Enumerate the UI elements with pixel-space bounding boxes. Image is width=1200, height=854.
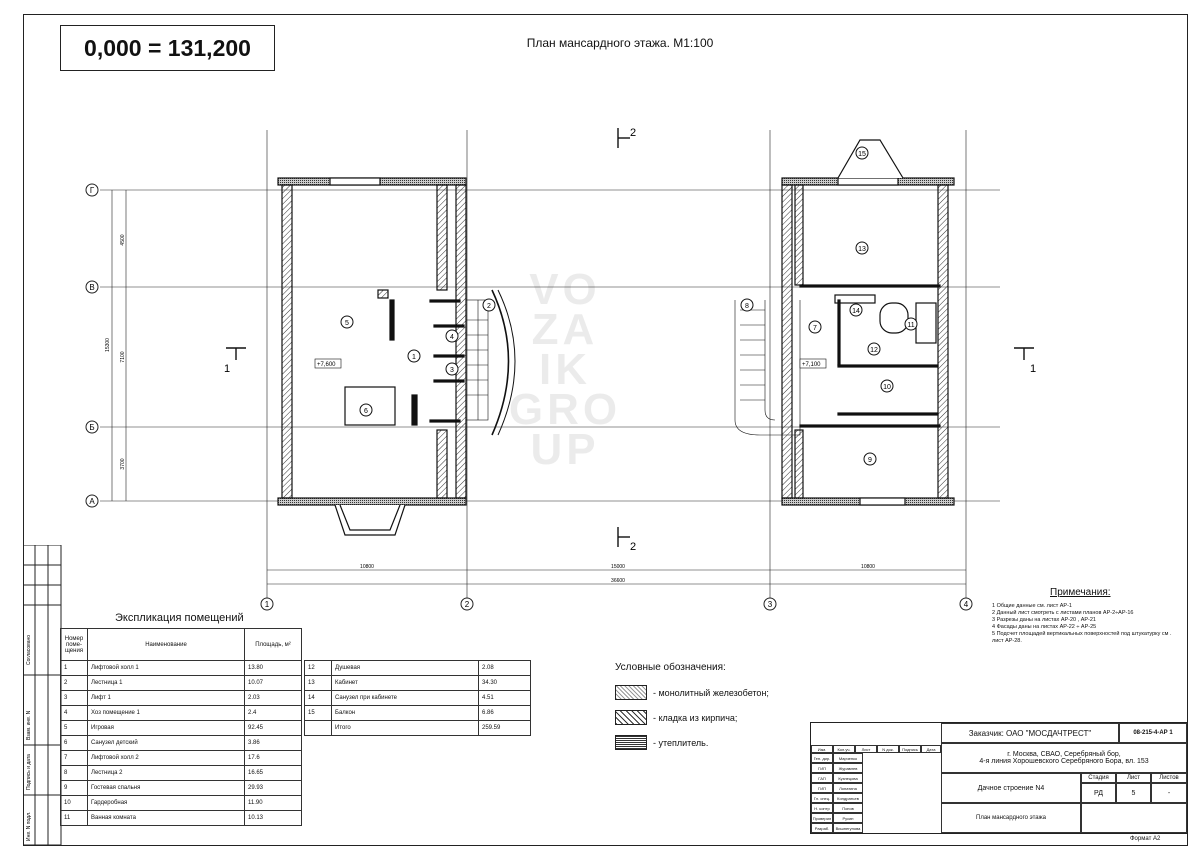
table-row: 12 Душевая 2.08 [305, 661, 531, 676]
stamp-stage-label: Стадия [1081, 773, 1116, 783]
dim-row-1: 4500 [120, 234, 126, 246]
notes-list: 1 Общие данные см. лист АР-1 2 Данный лист смотреть с листами планов АР-2÷АР-16 3 Разрезы даны на листах АР-20 , АР-21 4 Фасады даны на листах АР-22 ÷ АР-25 5 Подсчет площадей вертикальных поверхностей под штукатурку см . лист АР-28. [992, 603, 1172, 644]
table-row: 5 Игровая 92.45 [61, 721, 302, 736]
level-mark-right: +7,100 [802, 362, 821, 368]
room-marks [341, 147, 917, 465]
row-axis-markers [86, 184, 98, 507]
notes-title: Примечания: [1050, 587, 1111, 598]
zero-elevation-box: 0,000 = 131,200 [60, 25, 275, 71]
room-mark-9: 9 [868, 457, 872, 464]
table-row: 10 Гардеробная 11.90 [61, 796, 302, 811]
left-stair [466, 290, 515, 435]
stamp-object: Дачное строение N4 [941, 773, 1081, 803]
header-area: Площадь, м² [245, 629, 302, 661]
table-row: 13 Кабинет 34.30 [305, 676, 531, 691]
section-1-right: 1 [1030, 363, 1037, 375]
section-2-bottom: 2 [630, 541, 637, 553]
grid-lines-rows [100, 190, 1000, 501]
strip-label-replace-inv: Взам. инв. N [26, 710, 32, 740]
room-mark-1: 1 [412, 354, 416, 361]
axis-col-1: 1 [264, 600, 270, 609]
table-row: 11 Ванная комната 10.13 [61, 811, 302, 826]
room-mark-5: 5 [345, 320, 349, 327]
axis-row-g: Г [89, 186, 95, 195]
legend-item-brick: - кладка из кирпича; [615, 710, 737, 725]
stamp-sheets: - [1151, 783, 1187, 803]
table-row: 14 Санузел при кабинете 4.51 [305, 691, 531, 706]
stamp-sheet-label: Лист [1116, 773, 1151, 783]
dim-row-total: 15300 [105, 338, 111, 352]
dim-row-2: 7100 [120, 351, 126, 363]
room-mark-13: 13 [858, 246, 866, 253]
stamp-code: 08-215-4-АР 1 [1119, 723, 1187, 743]
stamp-sheets-label: Листов [1151, 773, 1187, 783]
axis-row-b: Б [89, 423, 95, 432]
section-1-left: 1 [224, 363, 231, 375]
table-row: Итого 259.59 [305, 721, 531, 736]
room-mark-7: 7 [813, 325, 817, 332]
dim-col-2: 15000 [611, 564, 625, 570]
explication-table-continued [304, 660, 531, 736]
dim-col-1: 10800 [360, 564, 374, 570]
room-mark-14: 14 [852, 308, 860, 315]
dim-row-3: 3700 [120, 458, 126, 470]
axis-col-4: 4 [963, 600, 969, 609]
format-label: Формат А2 [1130, 836, 1161, 842]
stamp-sheet: 5 [1116, 783, 1151, 803]
legend-item-concrete: - монолитный железобетон; [615, 685, 769, 700]
axis-col-3: 3 [767, 600, 773, 609]
watermark: VO ZA IK GRO UP [508, 265, 622, 474]
table-row: 4 Хоз помещение 1 2.4 [61, 706, 302, 721]
strip-label-sign-date: Подпись и дата [26, 754, 32, 790]
room-mark-12: 12 [870, 347, 878, 354]
table-row: 6 Санузел детский 3.86 [61, 736, 302, 751]
explication-table [60, 628, 302, 826]
legend-title: Условные обозначения: [615, 662, 726, 673]
dim-col-total: 36600 [611, 578, 625, 584]
table-row: 9 Гостевая спальня 29.93 [61, 781, 302, 796]
table-row: 8 Лестница 2 16.65 [61, 766, 302, 781]
drawing-title: План мансардного этажа. М1:100 [526, 36, 714, 50]
room-mark-11: 11 [907, 322, 915, 329]
strip-label-inv-orig: Инв. N подл. [26, 811, 32, 841]
level-mark-left: +7,600 [317, 362, 336, 368]
room-mark-4: 4 [450, 334, 454, 341]
section-2-top: 2 [630, 127, 637, 139]
stamp-stage: РД [1081, 783, 1116, 803]
table-row: 7 Лифтовой холл 2 17.6 [61, 751, 302, 766]
legend-item-insulation: - утеплитель. [615, 735, 708, 750]
table-row: 3 Лифт 1 2.03 [61, 691, 302, 706]
dim-col-3: 10800 [861, 564, 875, 570]
axis-row-a: А [89, 497, 95, 506]
title-block: Заказчик: ОАО "МОСДАЧТРЕСТ" 08-215-4-АР 1 г. Москва, СВАО, Серебряный бор, 4-я линия Хорошевского Серебряного Бора, вл. 153 Дачное строение N4 Стадия Лист Листов РД 5 - План мансардного этажа Изм. Кол.уч. Лист N док. Подпись Дата Ген. дир. Марченко ГИП Журавлев ГАП Кузнецова ГИП Лопатина Гл. спец. Кондратьев Н. контр Попов Проверил Русин Разраб. Вишнегунова [810, 722, 1188, 834]
table-row: 2 Лестница 1 10.07 [61, 676, 302, 691]
room-mark-3: 3 [450, 367, 454, 374]
left-block-walls [278, 178, 466, 535]
right-block-walls [782, 140, 954, 505]
table-row: 15 Балкон 6.86 [305, 706, 531, 721]
room-mark-2: 2 [487, 303, 491, 310]
header-name: Наименование [88, 629, 245, 661]
axis-row-v: В [89, 283, 95, 292]
room-mark-8: 8 [745, 303, 749, 310]
axis-col-2: 2 [464, 600, 470, 609]
strip-label-agreed: Согласовано [26, 634, 32, 665]
stamp-sheet-title: План мансардного этажа [941, 803, 1081, 833]
section-marks [224, 127, 1036, 553]
header-number: Номер поме- щения [61, 629, 88, 661]
stamp-address: г. Москва, СВАО, Серебряный бор, 4-я линия Хорошевского Серебряного Бора, вл. 153 [941, 743, 1187, 773]
room-mark-15: 15 [858, 151, 866, 158]
room-mark-10: 10 [883, 384, 891, 391]
stamp-customer: Заказчик: ОАО "МОСДАЧТРЕСТ" [941, 723, 1119, 743]
room-mark-6: 6 [364, 408, 368, 415]
col-axis-markers [261, 598, 972, 610]
table-row: 1 Лифтовой холл 1 13.80 [61, 661, 302, 676]
explication-title: Экспликация помещений [115, 612, 244, 624]
